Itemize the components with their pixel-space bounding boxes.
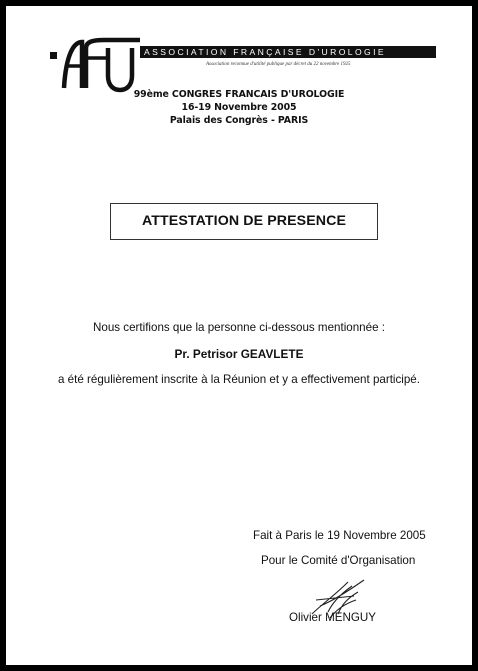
association-subtitle: Association reconnue d'utilité publique par décret du 22 novembre 1925 bbox=[206, 62, 351, 67]
certify-line: Nous certifions que la personne ci-dessous mentionnée : bbox=[93, 321, 385, 334]
on-behalf-line: Pour le Comité d'Organisation bbox=[261, 554, 416, 567]
congress-venue: Palais des Congrès - PARIS bbox=[169, 115, 309, 126]
certificate-page bbox=[6, 6, 472, 665]
signatory-name: Olivier MENGUY bbox=[289, 611, 376, 624]
place-date: Fait à Paris le 19 Novembre 2005 bbox=[253, 529, 426, 542]
document-title: ATTESTATION DE PRESENCE bbox=[110, 203, 378, 240]
congress-dates: 16-19 Novembre 2005 bbox=[181, 102, 297, 113]
congress-edition: 99ème CONGRES FRANCAIS D'UROLOGIE bbox=[133, 89, 345, 100]
association-name: ASSOCIATION FRANÇAISE D'UROLOGIE bbox=[140, 46, 436, 58]
attendee-name: Pr. Petrisor GEAVLETE bbox=[174, 347, 304, 361]
afu-logo-icon bbox=[48, 34, 144, 94]
participation-line: a été régulièrement inscrite à la Réunion et y a effectivement participé. bbox=[58, 373, 420, 386]
congress-header bbox=[6, 88, 472, 127]
